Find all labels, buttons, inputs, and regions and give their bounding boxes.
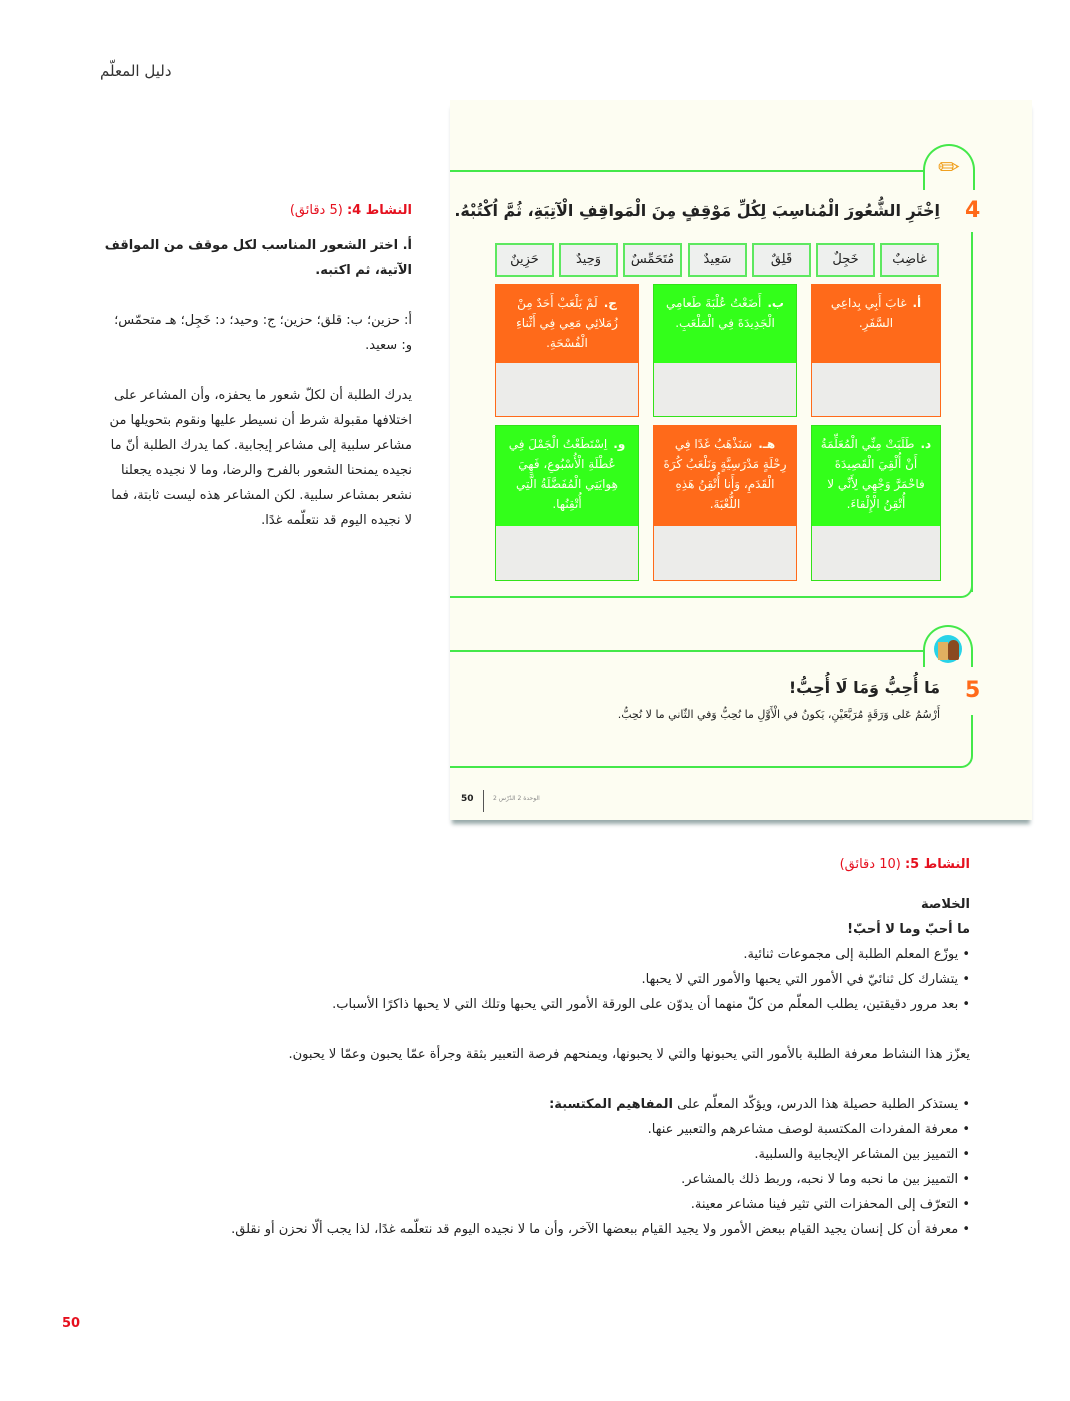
step-item: • يتشارك كل ثنائيّ في الأمور التي يحبها والأمور التي لا يحبها. (641, 972, 970, 987)
concept-text: معرفة المفردات المكتسبة لوصف مشاعرهم والتعبير عنها. (647, 1122, 959, 1137)
step-text: بعد مرور دقيقتين، يطلب المعلّم من كلّ منهما أن يدوّن على الورقة الأمور التي يحبها وتلك التي لا يحبها ذاكرًا الأسباب. (332, 997, 959, 1012)
activity5-paragraph: يعزّز هذا النشاط معرفة الطلبة بالأمور التي يحبونها والتي لا يحبونها، ويمنحهم فرصة التعبير بثقة وجرأة عمّا يحبون وعمّا لا يحبون. (288, 1047, 970, 1062)
card-letter: أ. (912, 296, 922, 310)
card-letter: ج. (603, 296, 617, 310)
card-letter: د. (920, 437, 932, 451)
exercise5-instruction: أَرْسُمُ عَلى وَرَقَةٍ مُرَبَّعَيْنِ، يَكونُ في الْأَوَّلِ ما نُحِبُّ وَفي الثّاني ما لا نُحِبُّ. (617, 708, 940, 721)
exercise4-title: اِخْتَرِ الشُّعُورَ الْمُناسِبَ لِكُلِّ مَوْقِفٍ مِنَ الْمَواقِفِ الْآتِيَةِ، ثُمَّ اُكْتُبْهُ. (454, 201, 940, 220)
guide-title: دليل المعلّم (100, 62, 172, 80)
page-number: 50 (62, 1316, 81, 1331)
concept-text: التمييز بين المشاعر الإيجابية والسلبية. (754, 1147, 959, 1162)
situation-card (495, 284, 639, 417)
step-item: • يوزّع المعلم الطلبة إلى مجموعات ثنائية. (743, 947, 970, 962)
exercise4-number: 4 (965, 198, 981, 223)
card-text: أَضَعْتُ عُلْبَةَ طَعامِي الْجَدِيدَةَ فِي الْمَلْعَبِ. (666, 296, 775, 330)
step-item: • بعد مرور دقيقتين، يطلب المعلّم من كلّ منهما أن يدوّن على الورقة الأمور التي يحبها وتلك التي لا يحبها ذاكرًا الأسباب. (332, 997, 970, 1012)
card-text: لَمْ يَلْعَبْ أَحَدٌ مِنْ زُمَلائِي مَعِي فِي أَثْناءِ الْفُسْحَةِ. (516, 296, 618, 350)
concept-item: • معرفة المفردات المكتسبة لوصف مشاعرهم والتعبير عنها. (647, 1122, 970, 1137)
workbook-page-number: 50 (461, 794, 474, 804)
exercise5-number: 5 (965, 678, 981, 703)
card-text: طَلَبَتْ مِنِّي الْمُعَلِّمَةُ أَنْ أُلْقِيَ الْقَصِيدَةَ فاحْمَرَّ وَجْهِي لِأَنِّي لا أُتْقِنُ الْإِلْقاءَ. (820, 437, 925, 511)
activity4-question: أ. اختر الشعور المناسب لكل موقف من المواقف الآتية، ثم اكتبه. (104, 238, 412, 278)
emotion-option[interactable]: حَزِينٌ (495, 243, 554, 277)
activity-time: (5 دقائق) (289, 203, 343, 218)
step-text: يوزّع المعلم الطلبة إلى مجموعات ثنائية. (743, 947, 959, 962)
activity4-notes (100, 198, 412, 533)
emotion-option[interactable]: خَجِلٌ (816, 243, 875, 277)
concepts-bold: المفاهيم المكتسبة: (549, 1097, 673, 1112)
pencil-icon: ✏ (923, 144, 975, 190)
emotion-option[interactable]: قَلِقٌ (752, 243, 811, 277)
concepts-intro-text: يستذكر الطلبة حصيلة هذا الدرس، ويؤكّد المعلّم على (677, 1097, 959, 1112)
concept-item: • التمييز بين ما نحبه وما لا نحبه، وربط ذلك بالمشاعر. (681, 1172, 970, 1187)
activity4-answers: أ: حزين؛ ب: قلق؛ حزين؛ ج: وحيد؛ د: خَجِل؛ هـ متحمّس؛ و: سعيد. (114, 313, 412, 353)
activity-time: (10 دقائق) (839, 857, 901, 872)
children-avatar-icon (923, 625, 973, 667)
concept-text: التمييز بين ما نحبه وما لا نحبه، وربط ذلك بالمشاعر. (681, 1172, 959, 1187)
workbook-unit-label: الوحدة 2 الدّرْس 2 (493, 795, 540, 802)
situation-card (653, 425, 797, 581)
step-text: يتشارك كل ثنائيّ في الأمور التي يحبها والأمور التي لا يحبها. (641, 972, 959, 987)
emotion-option[interactable]: غاضِبٌ (880, 243, 939, 277)
card-letter: هـ. (758, 437, 776, 451)
card-text: سَنَذْهَبُ غَدًا فِي رِحْلَةٍ مَدْرَسِيَّةٍ وَنَلْعَبُ كُرَةَ الْقَدَمِ، وَأَنا أُتْقِنُ هَذِهِ اللُّعْبَةَ. (663, 437, 787, 511)
card-letter: و. (613, 437, 626, 451)
concept-item: • التمييز بين المشاعر الإيجابية والسلبية. (754, 1147, 970, 1162)
card-text: اِسْتَطَعْتُ الْجَمْلَ فِي عُطْلَةِ الْأُسْبُوعِ، فَهِيَ هِوايَتِي الْمُفَضَّلَةُ الَّتِي أُتْقِنُها. (508, 437, 618, 511)
card-letter: ب. (767, 296, 784, 310)
concept-text: معرفة أن كل إنسان يجيد القيام ببعض الأمور ولا يجيد القيام ببعضها الآخر، وأن ما لا نجيده اليوم قد نتعلّمه غدًا، لذا يجب ألّا نحزن أو نقلق. (231, 1222, 959, 1237)
situation-card (811, 284, 941, 417)
emotion-option[interactable]: وَحِيدٌ (559, 243, 618, 277)
concept-item: • التعرّف إلى المحفزات التي تثير فينا مشاعر معينة. (690, 1197, 970, 1212)
workbook-page (450, 100, 1032, 820)
activity5-heading (90, 852, 970, 877)
activity5-subtitle: ما أحبّ وما لا أحبّ! (847, 922, 970, 937)
activity-label: النشاط 5: (904, 857, 970, 872)
activity4-explanation: يدرك الطلبة أن لكلّ شعور ما يحفزه، وأن المشاعر على اختلافها مقبولة شرط أن نسيطر عليها ونقوم بتحويلها من مشاعر سلبية إلى مشاعر إيجابية. كما يدرك الطلبة أنّ ما نجيده يمنحنا الشعور بالفرح والرضا، وما لا نجيده يجعلنا نشعر بمشاعر سلبية. لكن المشاعر هذه ليست ثابتة، فما لا نجيده اليوم قد نتعلّمه غدًا. (109, 388, 412, 528)
summary-label: الخلاصة (920, 897, 970, 912)
emotion-option[interactable]: مُتَحَمِّسٌ (623, 243, 682, 277)
activity-label: النشاط 4: (346, 203, 412, 218)
card-text: غابَ أَبِي بِداعِي السَّفَرِ. (830, 296, 907, 330)
concept-text: التعرّف إلى المحفزات التي تثير فينا مشاعر معينة. (690, 1197, 959, 1212)
activity4-heading (100, 198, 412, 223)
emotion-option[interactable]: سَعِيدٌ (688, 243, 747, 277)
activity5-notes (90, 852, 970, 1242)
situation-card (495, 425, 639, 581)
exercise5-title: مَا أُحِبُّ وَمَا لَا أُحِبُّ! (788, 678, 940, 697)
concept-item: • معرفة أن كل إنسان يجيد القيام ببعض الأمور ولا يجيد القيام ببعضها الآخر، وأن ما لا نجيده اليوم قد نتعلّمه غدًا، لذا يجب ألّا نحزن أو نقلق. (231, 1222, 970, 1237)
situation-card (653, 284, 797, 417)
concepts-intro: • يستذكر الطلبة حصيلة هذا الدرس، ويؤكّد المعلّم على المفاهيم المكتسبة: (549, 1097, 970, 1112)
situation-card (811, 425, 941, 581)
